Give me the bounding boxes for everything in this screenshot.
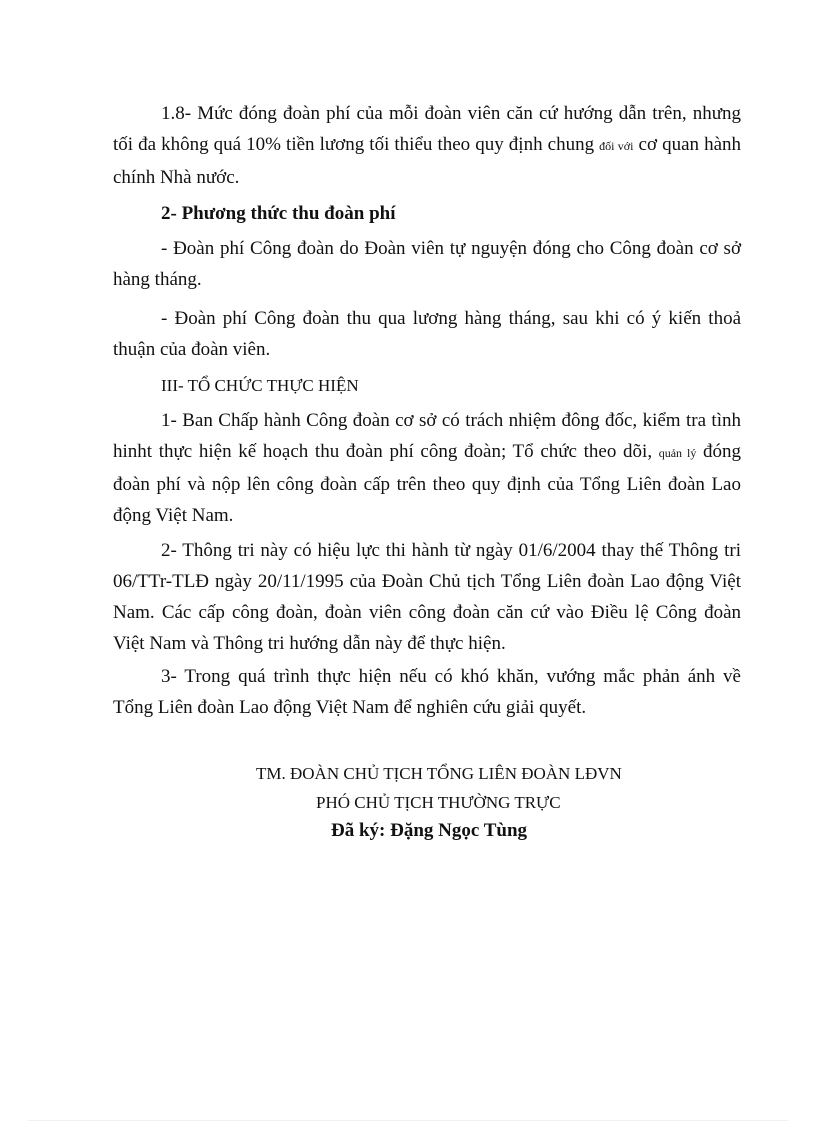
section-2-item-2: - Đoàn phí Công đoàn thu qua lương hàng tháng, sau khi có ý kiến thoả thuận của đoàn viên. xyxy=(113,308,741,360)
signature-title: TM. ĐOÀN CHỦ TỊCH TỔNG LIÊN ĐOÀN LĐVN xyxy=(256,764,622,783)
paragraph-1-8 xyxy=(113,98,741,193)
section-3-item-2: 2- Thông tri này có hiệu lực thi hành từ ngày 01/6/2004 thay thế Thông tri 06/TTr-TLĐ ngày 20/11/1995 của Đoàn Chủ tịch Tổng Liên đoàn Lao động Việt Nam. Các cấp công đoàn, đoàn viên công đoàn căn cứ vào Điều lệ Công đoàn Việt Nam và Thông tri hướng dẫn này để thực hiện. xyxy=(113,540,741,654)
paragraph-text: cơ quan hành chính Nhà nước. xyxy=(113,134,741,188)
signature-signed-by: Đã ký: Đặng Ngọc Tùng xyxy=(331,820,528,841)
paragraph-text: 1- Ban Chấp hành Công đoàn cơ sở có trách nhiệm đông đốc, kiểm tra tình hinht thực hiện kế hoạch thu đoàn phí công đoàn; Tổ chức theo dõi, xyxy=(113,410,741,462)
paragraph-text: 1.8- Mức đóng đoàn phí của mỗi đoàn viên căn cứ hướng dẫn trên, nhưng tối đa không quá 10% tiền lương tối thiểu theo quy định chung xyxy=(113,103,741,155)
page-bottom-divider xyxy=(28,1120,788,1121)
section-3-heading: III- TỔ CHỨC THỰC HIỆN xyxy=(161,376,359,395)
section-2-item-1: - Đoàn phí Công đoàn do Đoàn viên tự nguyện đóng cho Công đoàn cơ sở hàng tháng. xyxy=(113,238,741,290)
section-2-heading: 2- Phương thức thu đoàn phí xyxy=(161,203,396,224)
section-3-item-1 xyxy=(113,405,741,531)
paragraph-text: đóng đoàn phí và nộp lên công đoàn cấp trên theo quy định của Tổng Liên đoàn Lao động Việt Nam. xyxy=(113,441,741,526)
section-3-item-3: 3- Trong quá trình thực hiện nếu có khó khăn, vướng mắc phản ánh về Tổng Liên đoàn Lao động Việt Nam để nghiên cứu giải quyết. xyxy=(113,666,741,718)
signature-position: PHÓ CHỦ TỊCH THƯỜNG TRỰC xyxy=(316,793,561,812)
paragraph-small-text: quản lý xyxy=(658,446,697,460)
paragraph-small-text: đối với xyxy=(599,139,634,153)
